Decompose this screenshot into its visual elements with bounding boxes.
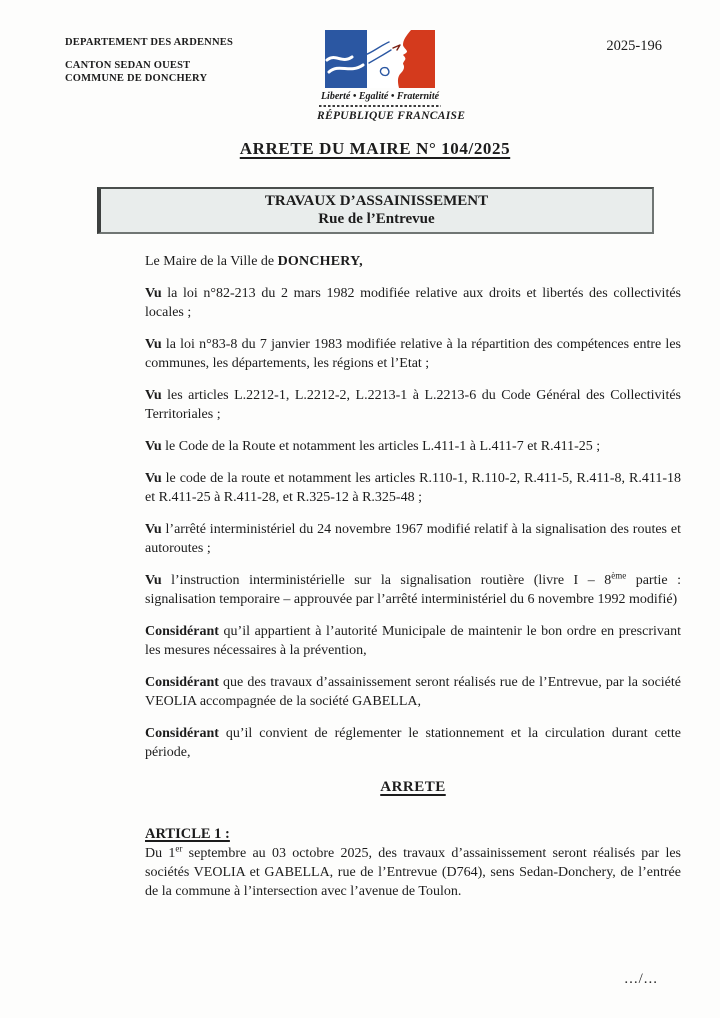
letterhead-department: DEPARTEMENT DES ARDENNES bbox=[65, 37, 233, 48]
decree-body bbox=[145, 252, 681, 901]
considerant-clause-1: Considérant qu’il appartient à l’autorité Municipale de maintenir le bon ordre en prescrivant les mesures nécessaires à la prévention, bbox=[145, 624, 681, 658]
subject-line-2: Rue de l’Entrevue bbox=[318, 211, 435, 227]
vu-clause-4: Vu le Code de la Route et notamment les articles L.411-1 à L.411-7 et R.411-25 ; bbox=[145, 439, 601, 454]
document-title: ARRETE DU MAIRE N° 104/2025 bbox=[239, 139, 511, 158]
intro-line: Le Maire de la Ville de DONCHERY, bbox=[145, 254, 363, 269]
french-republic-emblem bbox=[317, 30, 466, 122]
article-1-heading: ARTICLE 1 : bbox=[145, 826, 230, 842]
vu-clause-2: Vu la loi n°83-8 du 7 janvier 1983 modifiée relative à la répartition des compétences entre les communes, les départements, les régions et l’Etat ; bbox=[145, 337, 681, 371]
considerant-clause-2: Considérant que des travaux d’assainissement seront réalisés rue de l’Entrevue, par la société VEOLIA accompagnée de la société GABELLA, bbox=[145, 675, 681, 709]
page-continuation-mark: .../... bbox=[624, 971, 658, 987]
marianne-logo-icon bbox=[325, 30, 435, 88]
letterhead-commune: COMMUNE DE DONCHERY bbox=[65, 73, 208, 84]
republic-motto: Liberté • Egalité • Fraternité bbox=[320, 91, 440, 102]
vu-clause-5: Vu le code de la route et notamment les articles R.110-1, R.110-2, R.411-5, R.411-8, R.411-18 et R.411-25 à R.411-28, et R.325-12 à R.325-48 ; bbox=[145, 471, 681, 505]
arrete-heading: ARRETE bbox=[380, 779, 446, 795]
vu-clause-3: Vu les articles L.2212-1, L.2212-2, L.2213-1 à L.2213-6 du Code Général des Collectivités Territoriales ; bbox=[145, 388, 681, 422]
article-1-text: Du 1er septembre au 03 octobre 2025, des travaux d’assainissement seront réalisés par les sociétés VEOLIA et GABELLA, rue de l’Entrevue (D764), sens Sedan-Donchery, de l’entrée de la commune à l’intersection avec l’avenue de Toulon. bbox=[145, 843, 681, 899]
vu-clause-7: Vu l’instruction interministérielle sur la signalisation routière (livre I – 8ème partie : signalisation temporaire – approuvée par l’arrêté interministériel du 6 novembre 1992 modifié) bbox=[145, 570, 681, 607]
document-number: 2025-196 bbox=[606, 38, 662, 54]
vu-clause-6: Vu l’arrêté interministériel du 24 novembre 1967 modifié relatif à la signalisation des routes et autoroutes ; bbox=[145, 522, 681, 556]
subject-box bbox=[97, 187, 654, 234]
letterhead-canton: CANTON SEDAN OUEST bbox=[65, 60, 191, 71]
letterhead bbox=[65, 36, 233, 85]
vu-clause-1: Vu la loi n°82-213 du 2 mars 1982 modifiée relative aux droits et libertés des collectivités locales ; bbox=[145, 286, 681, 320]
emblem-dashed-divider bbox=[319, 105, 441, 107]
considerant-clause-3: Considérant qu’il convient de réglementer le stationnement et la circulation durant cette période, bbox=[145, 726, 681, 760]
republic-name: RÉPUBLIQUE FRANCAISE bbox=[317, 110, 466, 122]
subject-line-1: TRAVAUX D’ASSAINISSEMENT bbox=[264, 193, 489, 209]
